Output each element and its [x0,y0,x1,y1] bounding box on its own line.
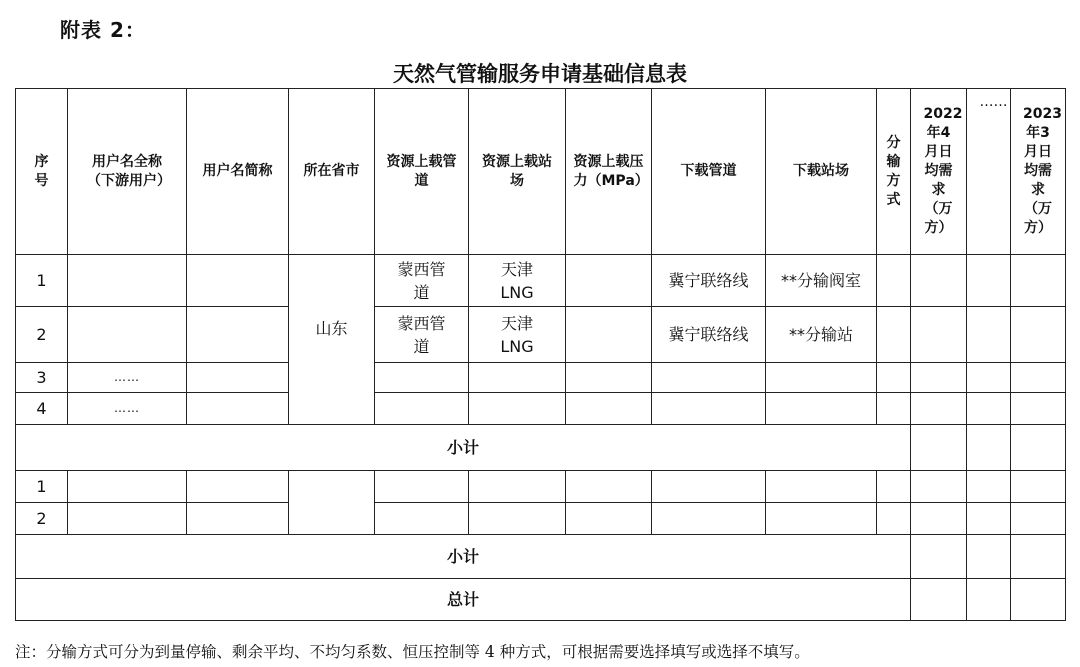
cell-user-full [68,307,187,363]
table-row [16,363,1066,393]
cell-seq: 4 [16,393,68,425]
cell-src-pipeline: 蒙西管道 [375,255,469,307]
cell-user-full: …… [68,363,187,393]
cell-seq: 2 [16,307,68,363]
cell-dl-pipeline: 冀宁联络线 [652,255,766,307]
cell-province-city: 山东 [289,255,375,425]
header-user-short: 用户名简称 [187,89,289,255]
header-seq: 序号 [16,89,68,255]
subtotal-label: 小计 [16,535,911,579]
cell-src-pressure [566,307,652,363]
cell-src-pressure [566,255,652,307]
header-split-mode: 分输方式 [877,89,911,255]
table-title: 天然气管输服务申请基础信息表 [393,62,687,86]
header-demand-2022-04: 2022年4月日均需求（万方） [911,89,967,255]
table-row [16,307,1066,363]
cell-src-pipeline: 蒙西管道 [375,307,469,363]
cell-dl-station: **分输站 [766,307,877,363]
header-src-station: 资源上载站场 [469,89,566,255]
footnote: 注：分输方式可分为到量停输、剩余平均、不均匀系数、恒压控制等 4 种方式，可根据需要选择填写或选择不填写。 [15,643,810,661]
cell-province-city [289,471,375,535]
table-row [16,393,1066,425]
header-ellipsis: …… [967,89,1011,255]
header-province-city: 所在省市 [289,89,375,255]
cell-user-short [187,307,289,363]
subtotal-row [16,425,1066,471]
table-row [16,255,1066,307]
cell-src-station: 天津LNG [469,307,566,363]
cell-seq: 3 [16,363,68,393]
subtotal-label: 小计 [16,425,911,471]
table-row [16,503,1066,535]
subtotal-row [16,535,1066,579]
header-src-pressure: 资源上载压力（MPa） [566,89,652,255]
header-demand-2023-03: 2023年3月日均需求（万方） [1011,89,1066,255]
attachment-label: 附表 2： [60,18,146,42]
header-src-pipeline: 资源上载管道 [375,89,469,255]
header-dl-pipeline: 下载管道 [652,89,766,255]
cell-seq: 2 [16,503,68,535]
info-table [15,88,1066,621]
table-row [16,471,1066,503]
header-user-full: 用户名全称（下游用户） [68,89,187,255]
cell-user-short [187,255,289,307]
cell-src-station: 天津LNG [469,255,566,307]
cell-dl-station: **分输阀室 [766,255,877,307]
cell-dl-pipeline: 冀宁联络线 [652,307,766,363]
header-row [16,89,1066,255]
cell-user-full [68,255,187,307]
cell-seq: 1 [16,471,68,503]
total-row [16,579,1066,621]
cell-seq: 1 [16,255,68,307]
total-label: 总计 [16,579,911,621]
cell-user-full: …… [68,393,187,425]
header-dl-station: 下载站场 [766,89,877,255]
